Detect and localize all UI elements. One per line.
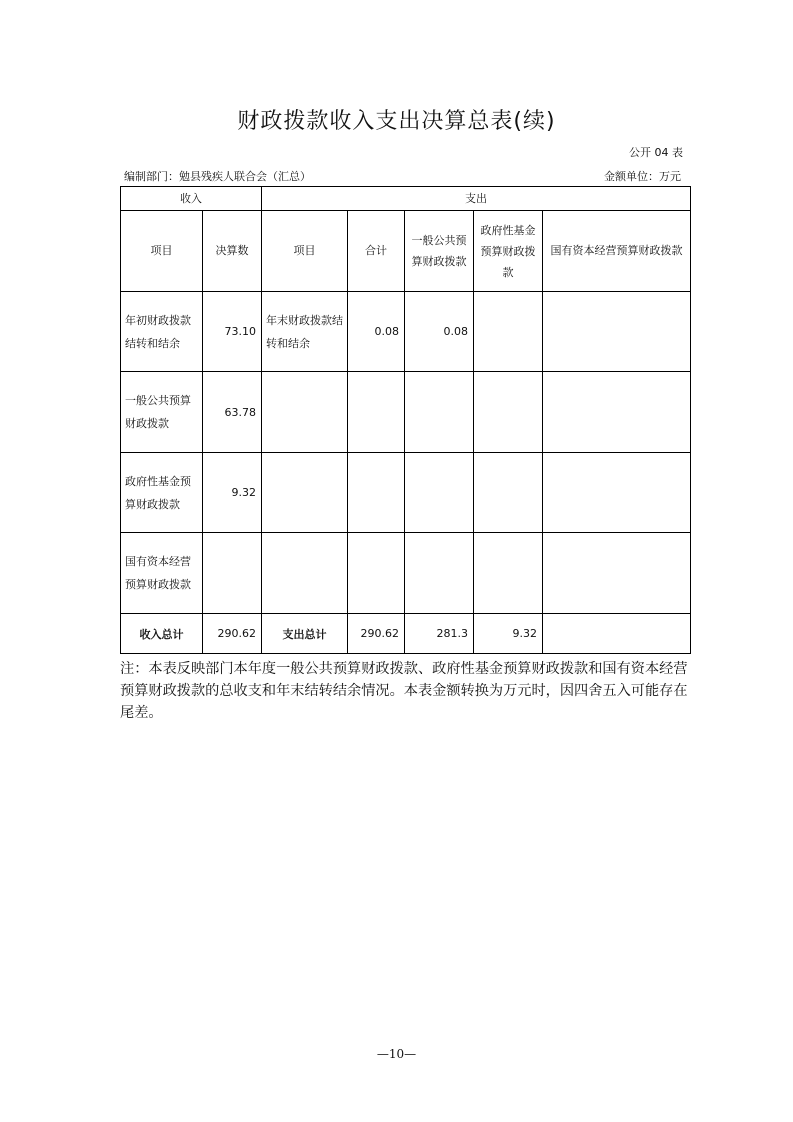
header-general-budget: 一般公共预算财政拨款 — [405, 211, 474, 292]
header-gov-fund: 政府性基金预算财政拨款 — [474, 211, 543, 292]
page-title: 财政拨款收入支出决算总表(续) — [237, 109, 556, 134]
header-total: 合计 — [348, 211, 405, 292]
unit-label: 金额单位：万元 — [604, 170, 681, 183]
row4-income-amount — [203, 533, 262, 614]
header-expense-item: 项目 — [262, 211, 348, 292]
row1-expense-item: 年末财政拨款结转和结余 — [262, 292, 348, 372]
row4-capital — [543, 533, 691, 614]
row1-total: 0.08 — [348, 292, 405, 372]
org-label: 编制部门：勉县残疾人联合会（汇总） — [124, 170, 311, 183]
row2-general — [405, 372, 474, 453]
income-total-label: 收入总计 — [121, 614, 203, 654]
row4-general — [405, 533, 474, 614]
row2-fund — [474, 372, 543, 453]
row3-general — [405, 453, 474, 533]
page-number: —10— — [376, 1047, 417, 1061]
expense-total: 290.62 — [348, 614, 405, 654]
header-state-capital: 国有资本经营预算财政拨款 — [543, 211, 691, 292]
row2-income-item: 一般公共预算财政拨款 — [121, 372, 203, 453]
row1-fund — [474, 292, 543, 372]
income-group-header: 收入 — [121, 187, 262, 211]
row4-total — [348, 533, 405, 614]
row3-expense-item — [262, 453, 348, 533]
expense-total-label: 支出总计 — [262, 614, 348, 654]
table-note: 注：本表反映部门本年度一般公共预算财政拨款、政府性基金预算财政拨款和国有资本经营预算财政拨款的总收支和年末结转结余情况。本表金额转换为万元时，因四舍五入可能存在尾差。 — [120, 661, 688, 721]
row2-expense-item — [262, 372, 348, 453]
row2-income-amount: 63.78 — [203, 372, 262, 453]
table-row — [121, 533, 691, 614]
header-income-item: 项目 — [121, 211, 203, 292]
income-total-amount: 290.62 — [203, 614, 262, 654]
budget-table — [120, 186, 691, 654]
expense-total-capital — [543, 614, 691, 654]
row3-total — [348, 453, 405, 533]
row2-total — [348, 372, 405, 453]
row1-income-amount: 73.10 — [203, 292, 262, 372]
table-row — [121, 372, 691, 453]
expense-group-header: 支出 — [262, 187, 691, 211]
expense-total-fund: 9.32 — [474, 614, 543, 654]
row1-capital — [543, 292, 691, 372]
row3-income-item: 政府性基金预算财政拨款 — [121, 453, 203, 533]
row4-income-item: 国有资本经营预算财政拨款 — [121, 533, 203, 614]
row1-general: 0.08 — [405, 292, 474, 372]
expense-total-general: 281.3 — [405, 614, 474, 654]
table-row — [121, 453, 691, 533]
row4-fund — [474, 533, 543, 614]
row4-expense-item — [262, 533, 348, 614]
row3-fund — [474, 453, 543, 533]
row2-capital — [543, 372, 691, 453]
row3-income-amount: 9.32 — [203, 453, 262, 533]
table-row — [121, 292, 691, 372]
total-row — [121, 614, 691, 654]
row1-income-item: 年初财政拨款结转和结余 — [121, 292, 203, 372]
header-income-amount: 决算数 — [203, 211, 262, 292]
table-code: 公开 04 表 — [629, 146, 683, 159]
row3-capital — [543, 453, 691, 533]
